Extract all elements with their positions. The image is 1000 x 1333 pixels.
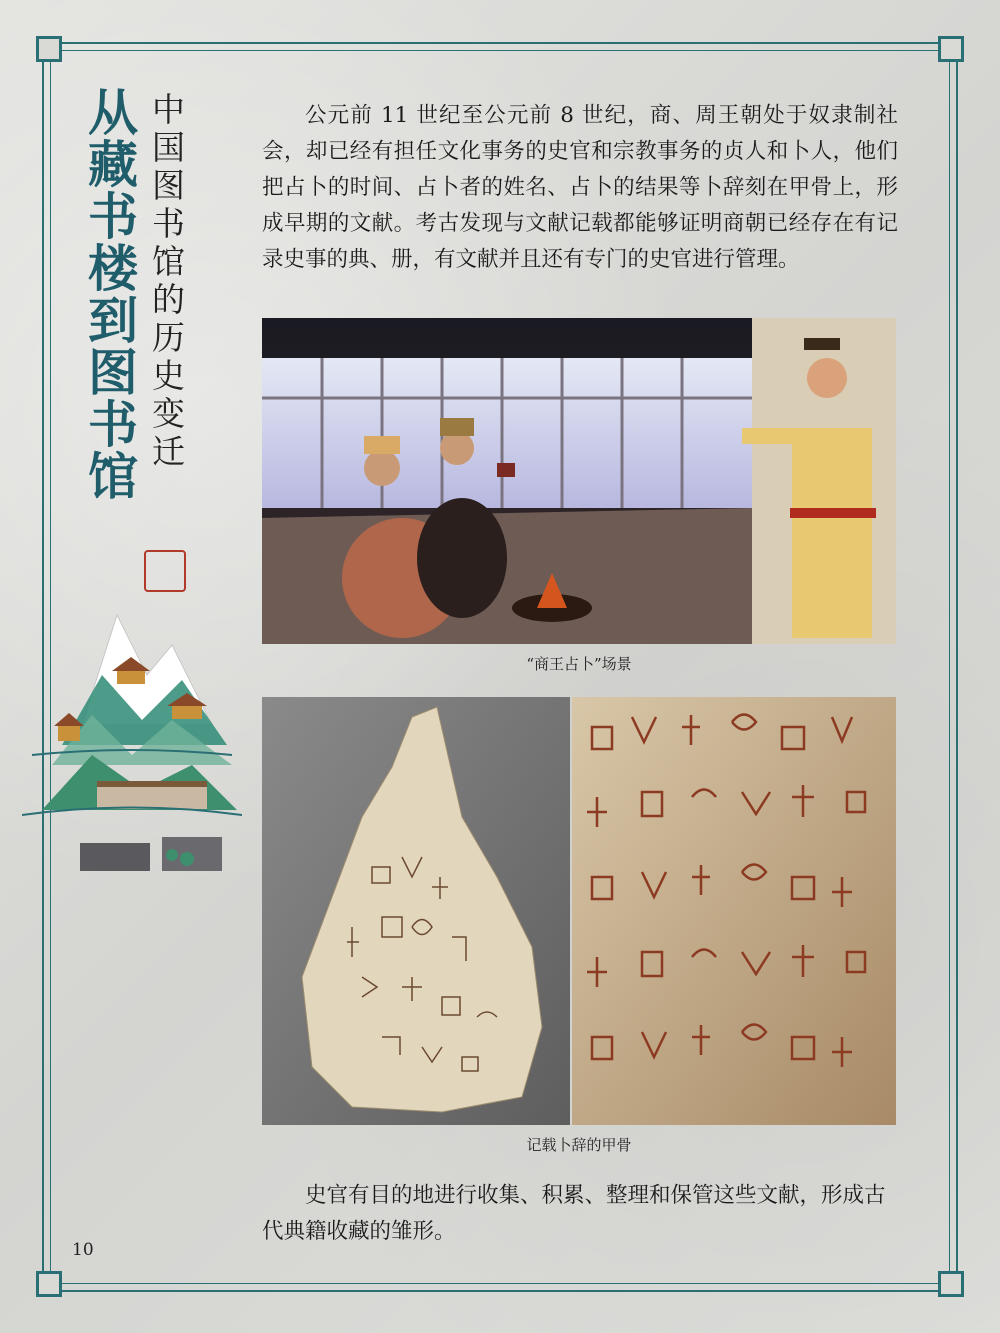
intro-paragraph: 公元前 11 世纪至公元前 8 世纪，商、周王朝处于奴隶制社会，却已经有担任文化事务的史官和宗教事务的贞人和卜人，他们把占卜的时间、占卜者的姓名、占卜的结果等卜辞刻在甲骨上，形成早期的文献。考古发现与文献记载都能够证明商朝已经存在有记录史事的典、册，有文献并且还有专门的史官进行管理。 — [262, 103, 898, 272]
corner-ornament — [938, 1271, 964, 1297]
corner-ornament — [938, 36, 964, 62]
page-subtitle: 中国图书馆的历史变迁 — [147, 92, 186, 472]
corner-ornament — [36, 36, 62, 62]
photo-divination-scene — [262, 318, 896, 644]
page-title: 从藏书楼到图书馆 — [80, 86, 138, 502]
figure-caption: “商王占卜”场景 — [526, 655, 632, 673]
corner-ornament — [36, 1271, 62, 1297]
landscape-illustration — [22, 605, 242, 875]
closing-paragraph: 史官有目的地进行收集、积累、整理和保管这些文献，形成古代典籍收藏的雏形。 — [262, 1183, 886, 1244]
seal-stamp — [144, 550, 186, 592]
photo-oracle-bone — [262, 697, 896, 1125]
page-number: 10 — [72, 1240, 94, 1260]
figure-caption: 记载卜辞的甲骨 — [526, 1136, 632, 1154]
